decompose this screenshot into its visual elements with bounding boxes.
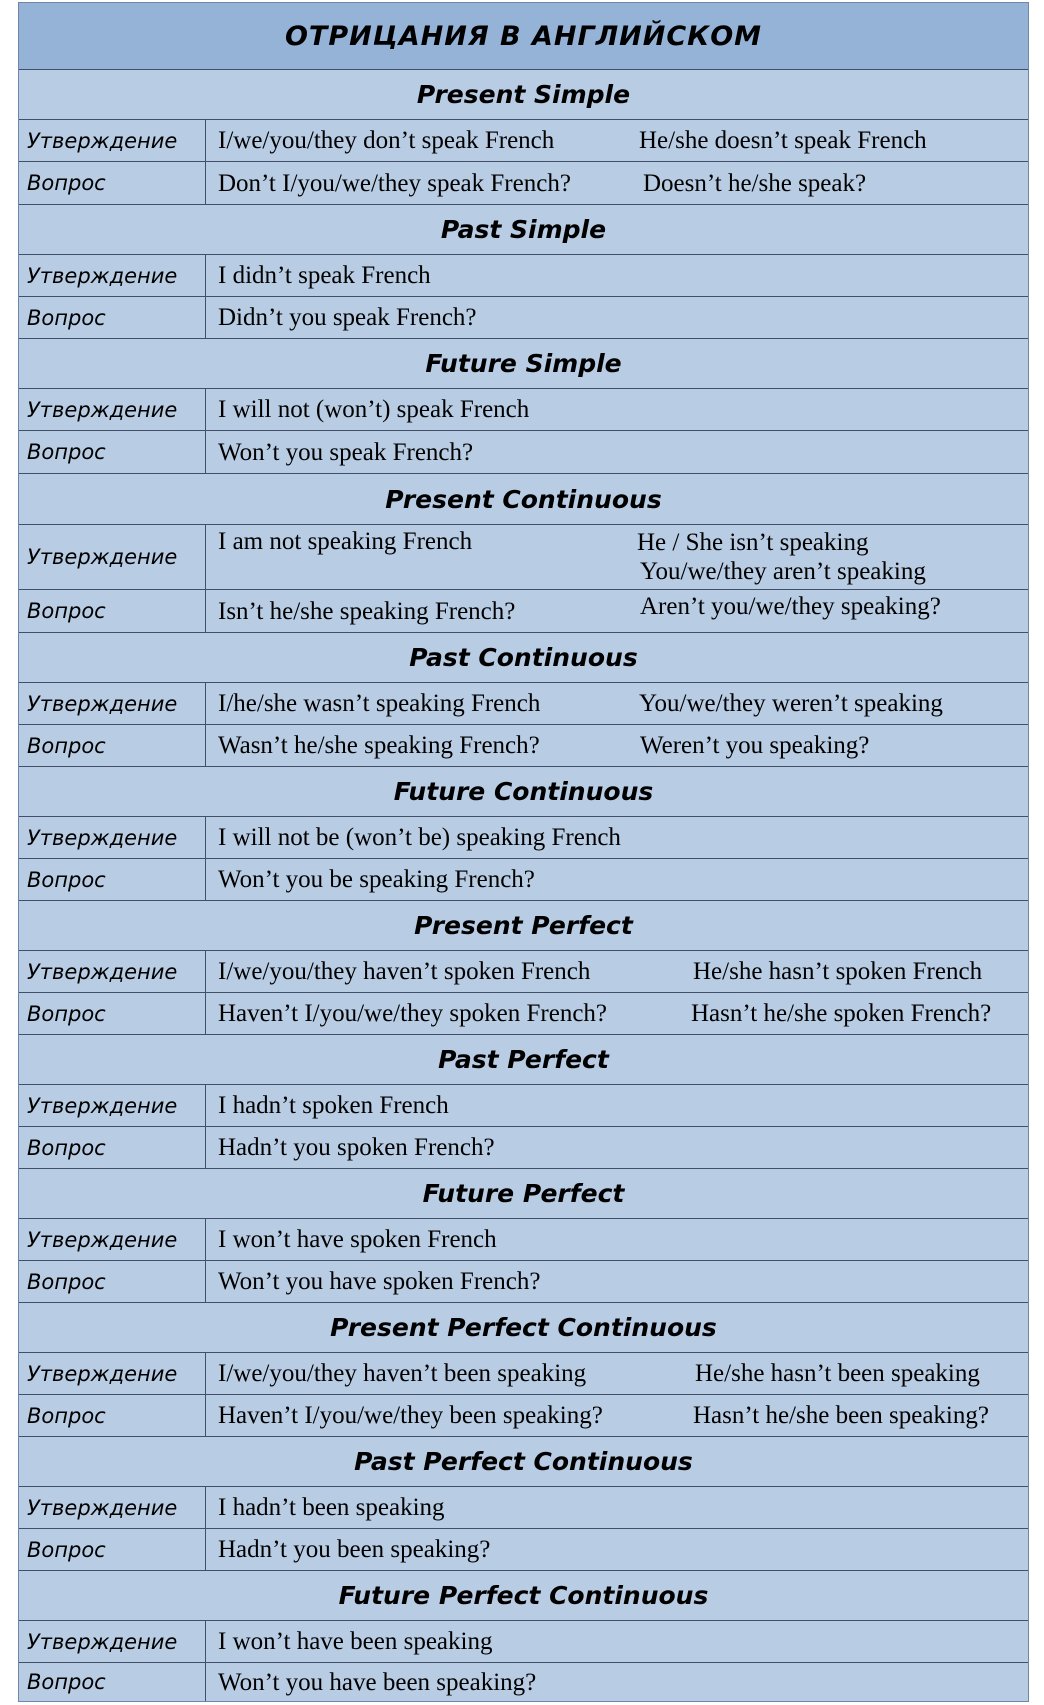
form-text: Aren’t you/we/they speaking? [640, 593, 941, 620]
form-text: Won’t you speak French? [218, 438, 474, 466]
table-row [19, 162, 1028, 205]
form-text: He/she doesn’t speak French [639, 127, 927, 154]
form-text: Won’t you be speaking French? [218, 866, 535, 893]
form-text: Hadn’t you been speaking? [218, 1536, 491, 1563]
form-text: I hadn’t spoken French [218, 1092, 449, 1119]
table-row [19, 725, 1028, 767]
form-text: I/we/you/they don’t speak French [218, 127, 555, 154]
table-row [19, 1219, 1028, 1261]
row-label: Утверждение [19, 389, 206, 430]
table-row [19, 525, 1028, 590]
table-row [19, 120, 1028, 162]
row-label: Утверждение [19, 1621, 206, 1662]
form-text: He/she hasn’t spoken French [693, 958, 983, 985]
row-label: Утверждение [19, 1219, 206, 1260]
form-text: Wasn’t he/she speaking French? [218, 732, 540, 759]
row-label: Вопрос [19, 1261, 206, 1302]
table-row [19, 1395, 1028, 1437]
table-row [19, 817, 1028, 859]
form-text: He/she hasn’t been speaking [695, 1360, 980, 1387]
section-header: Past Simple [19, 205, 1028, 255]
form-text-group [637, 525, 926, 589]
form-text: Don’t I/you/we/they speak French? [218, 169, 571, 197]
form-text: He / She isn’t speaking [637, 529, 869, 556]
section-header: Future Perfect [19, 1169, 1028, 1219]
table-row [19, 590, 1028, 633]
page-title: ОТРИЦАНИЯ В АНГЛИЙСКОМ [19, 3, 1028, 70]
table-row [19, 1127, 1028, 1169]
form-text: Hasn’t he/she spoken French? [691, 1000, 992, 1027]
row-label: Утверждение [19, 951, 206, 992]
row-label: Утверждение [19, 817, 206, 858]
row-label: Вопрос [19, 297, 206, 338]
table-row [19, 1621, 1028, 1663]
table-row [19, 1663, 1028, 1701]
table-row [19, 951, 1028, 993]
table-row [19, 1487, 1028, 1529]
form-text: I will not be (won’t be) speaking French [218, 824, 621, 851]
row-label: Вопрос [19, 162, 206, 204]
form-text: Won’t you have been speaking? [218, 1668, 537, 1696]
form-text: Isn’t he/she speaking French? [218, 597, 516, 625]
row-label: Вопрос [19, 993, 206, 1034]
section-header: Future Continuous [19, 767, 1028, 817]
table-row [19, 1085, 1028, 1127]
row-label: Вопрос [19, 1127, 206, 1168]
section-header: Present Simple [19, 70, 1028, 120]
form-text: Haven’t I/you/we/they been speaking? [218, 1402, 603, 1429]
row-label: Утверждение [19, 683, 206, 724]
form-text: Haven’t I/you/we/they spoken French? [218, 1000, 608, 1027]
form-text: I/we/you/they haven’t spoken French [218, 958, 591, 985]
table-row [19, 255, 1028, 297]
form-text: I am not speaking French [218, 528, 473, 555]
form-text: I/we/you/they haven’t been speaking [218, 1360, 587, 1387]
section-header: Future Simple [19, 339, 1028, 389]
table-row [19, 1353, 1028, 1395]
table-row [19, 859, 1028, 901]
form-text: I didn’t speak French [218, 262, 431, 289]
row-label: Вопрос [19, 725, 206, 766]
section-header: Past Perfect Continuous [19, 1437, 1028, 1487]
row-label: Вопрос [19, 1529, 206, 1570]
form-text: I hadn’t been speaking [218, 1494, 445, 1521]
section-header: Present Perfect [19, 901, 1028, 951]
section-header: Future Perfect Continuous [19, 1571, 1028, 1621]
section-header: Past Perfect [19, 1035, 1028, 1085]
row-label: Утверждение [19, 1487, 206, 1528]
form-text: Didn’t you speak French? [218, 304, 477, 331]
form-text: You/we/they aren’t speaking [640, 558, 926, 585]
form-text: Won’t you have spoken French? [218, 1268, 541, 1295]
form-text: I/he/she wasn’t speaking French [218, 690, 541, 717]
row-label: Утверждение [19, 255, 206, 296]
table-row [19, 389, 1028, 431]
row-label: Утверждение [19, 120, 206, 161]
form-text: You/we/they weren’t speaking [639, 690, 943, 717]
row-label: Вопрос [19, 1395, 206, 1436]
row-label: Вопрос [19, 431, 206, 473]
table-row [19, 1529, 1028, 1571]
row-label: Утверждение [19, 1353, 206, 1394]
section-header: Past Continuous [19, 633, 1028, 683]
row-label: Утверждение [19, 525, 206, 589]
form-text: I will not (won’t) speak French [218, 396, 530, 423]
table-row [19, 683, 1028, 725]
section-header: Present Perfect Continuous [19, 1303, 1028, 1353]
table-row [19, 431, 1028, 474]
row-label: Вопрос [19, 1663, 206, 1701]
form-text: I won’t have been speaking [218, 1628, 493, 1655]
form-text: Hasn’t he/she been speaking? [693, 1402, 989, 1429]
table-row [19, 1261, 1028, 1303]
form-text: Hadn’t you spoken French? [218, 1134, 495, 1161]
section-header: Present Continuous [19, 474, 1028, 525]
negations-table [18, 2, 1029, 1702]
row-label: Вопрос [19, 590, 206, 632]
form-text: Weren’t you speaking? [640, 732, 870, 759]
form-text: I won’t have spoken French [218, 1226, 497, 1253]
form-text: Doesn’t he/she speak? [643, 169, 867, 197]
row-label: Вопрос [19, 859, 206, 900]
row-label: Утверждение [19, 1085, 206, 1126]
table-row [19, 297, 1028, 339]
table-row [19, 993, 1028, 1035]
